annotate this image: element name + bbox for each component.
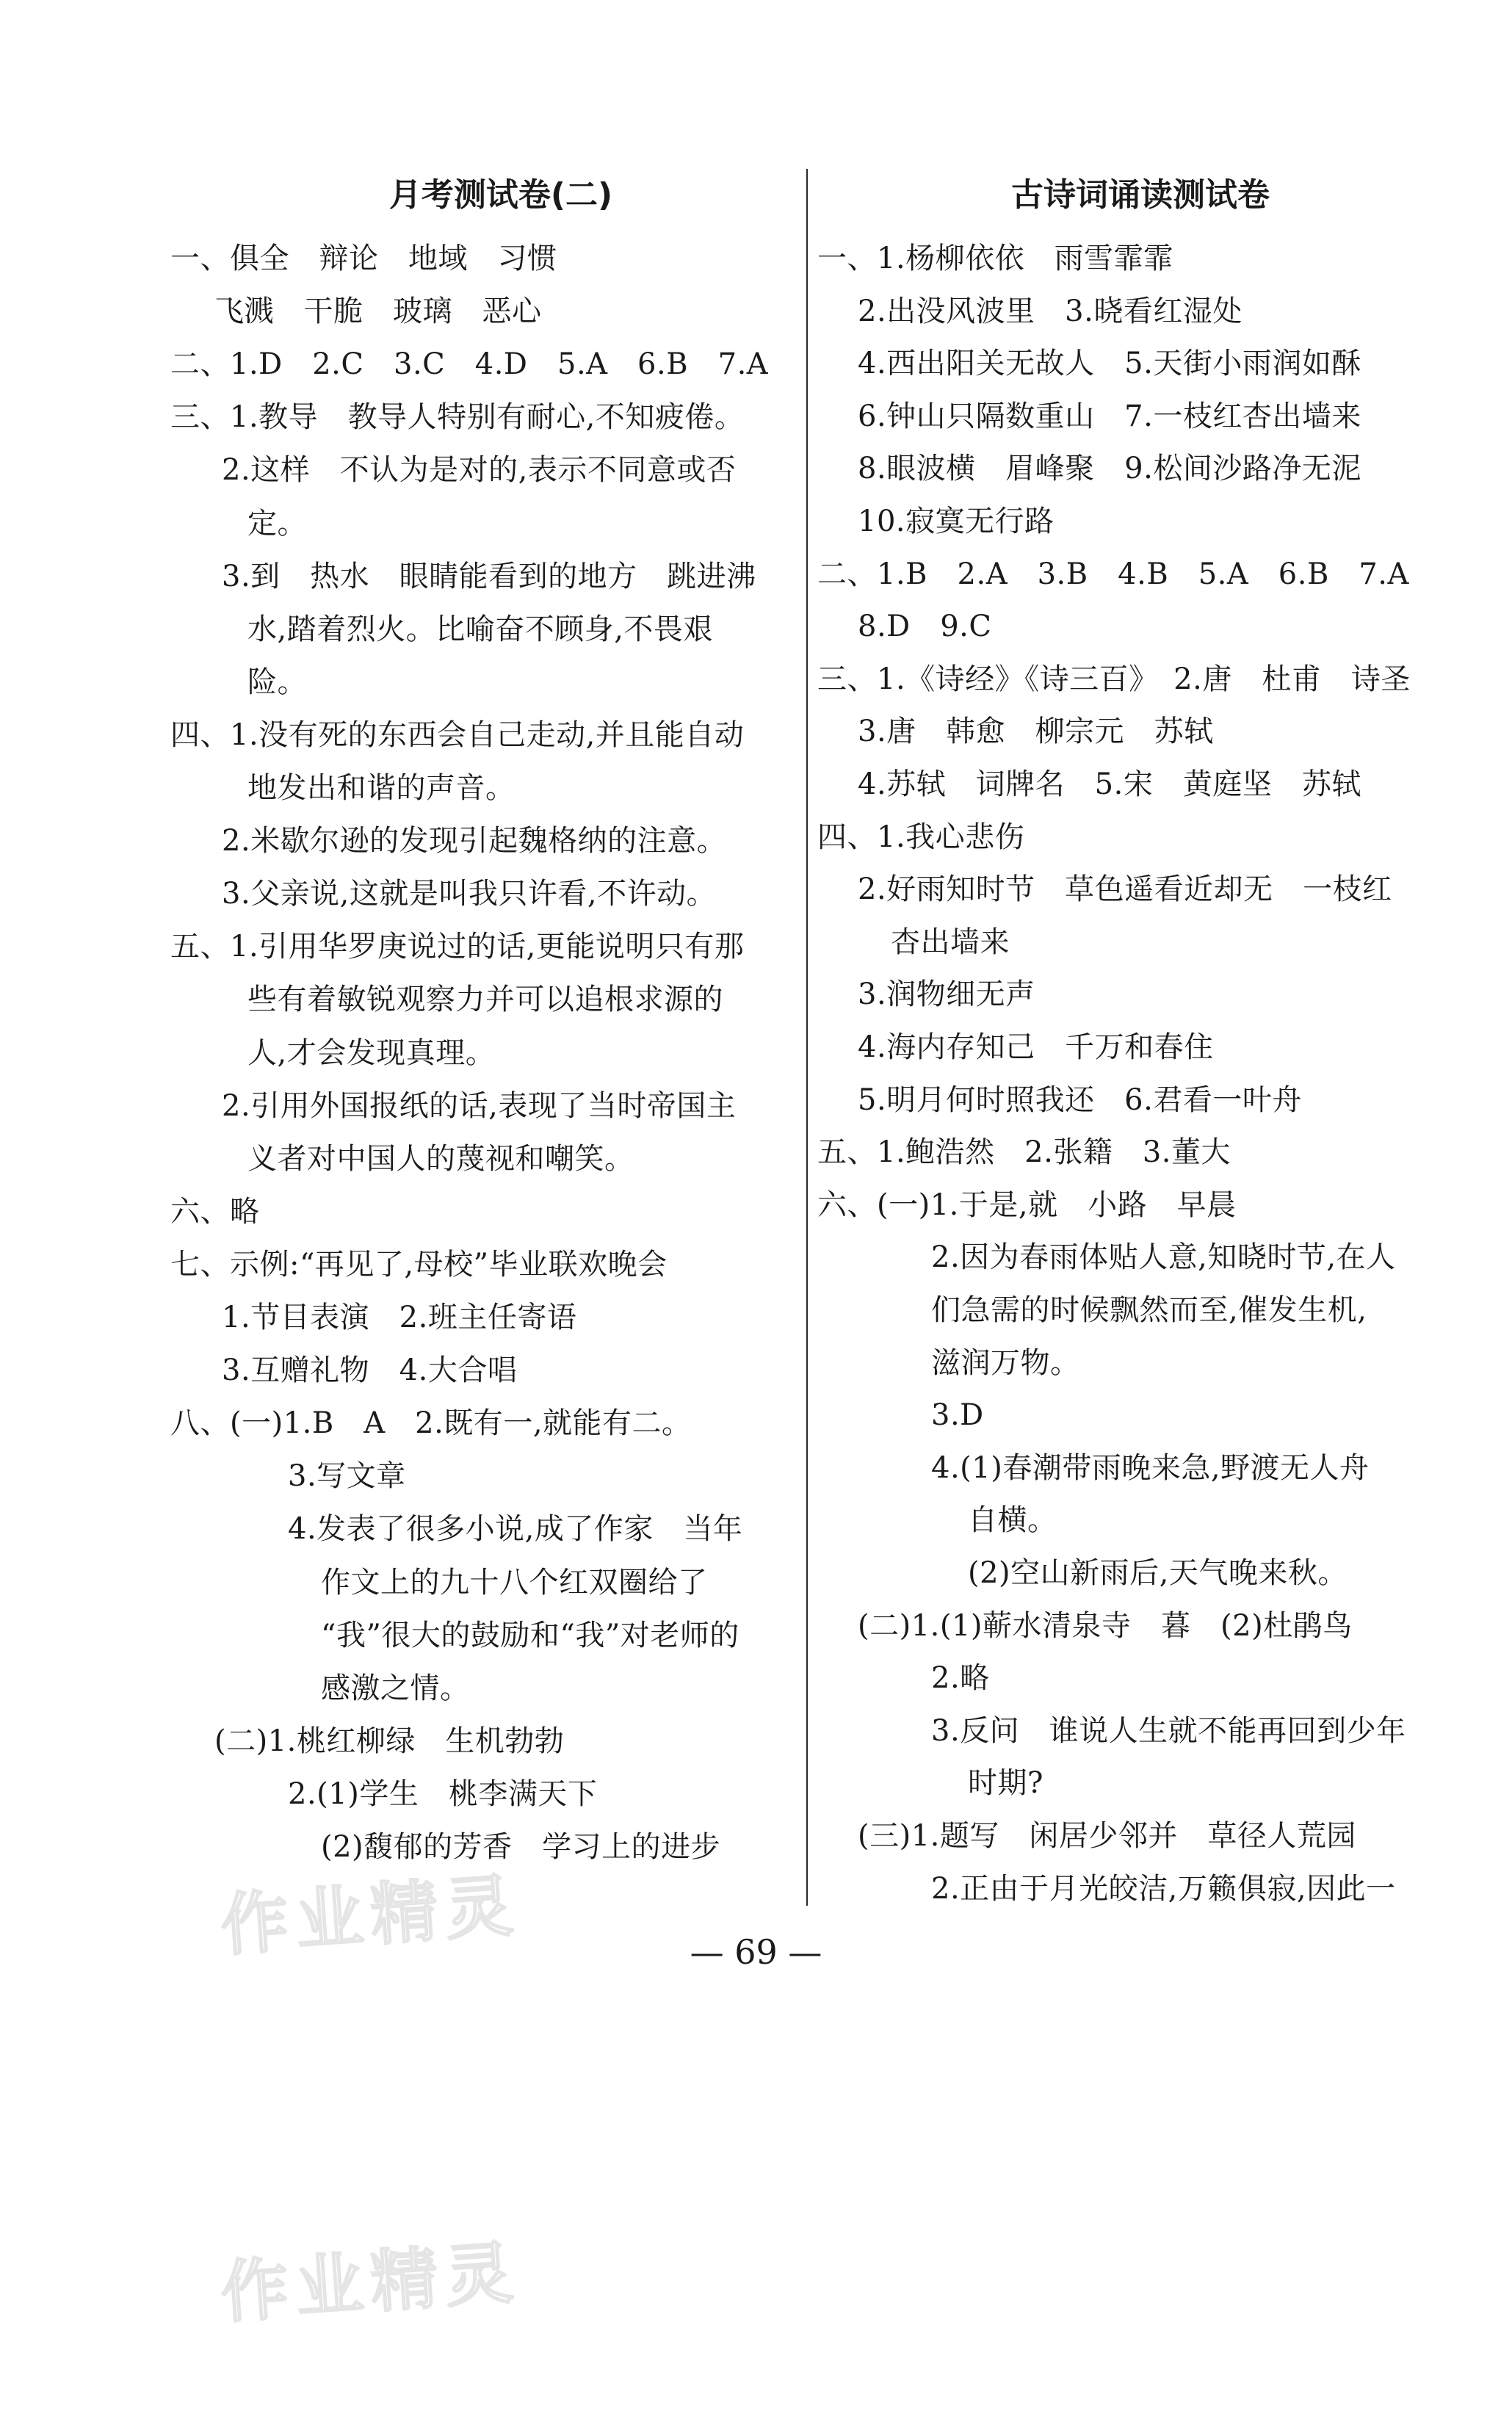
- right-line-10: 3.唐 韩愈 柳宗元 苏轼: [858, 715, 1214, 749]
- left-line-2: 飞溅 干脆 玻璃 恶心: [214, 294, 542, 329]
- left-line-11: 地发出和谐的声音。: [247, 771, 516, 805]
- left-line-21: 1.节目表演 2.班主任寄语: [222, 1301, 577, 1334]
- right-line-32: 2.正由于月光皎洁,万籁俱寂,因此一: [931, 1871, 1396, 1906]
- right-line-1: 一、1.杨柳依依 雨雪霏霏: [817, 242, 1173, 275]
- left-line-28: 感激之情。: [321, 1671, 470, 1705]
- left-line-17: 2.引用外国报纸的话,表现了当时帝国主: [222, 1088, 737, 1123]
- left-line-5: 2.这样 不认为是对的,表示不同意或否: [222, 453, 737, 488]
- right-line-14: 杏出墙来: [891, 925, 1010, 959]
- left-line-7: 3.到 热水 眼睛能看到的地方 跳进沸: [222, 559, 756, 593]
- right-line-12: 四、1.我心悲伤: [817, 820, 1025, 854]
- left-line-27: “我”很大的鼓励和“我”对老师的: [321, 1618, 739, 1652]
- right-line-6: 10.寂寞无行路: [858, 505, 1055, 538]
- right-line-26: (2)空山新雨后,天气晚来秋。: [968, 1556, 1348, 1590]
- right-line-31: (三)1.题写 闲居少邻并 草径人荒园: [858, 1819, 1356, 1853]
- left-line-29: (二)1.桃红柳绿 生机勃勃: [214, 1724, 565, 1758]
- right-line-5: 8.眼波横 眉峰聚 9.松间沙路净无泥: [858, 452, 1361, 486]
- column-divider: [806, 169, 808, 1906]
- left-line-22: 3.互赠礼物 4.大合唱: [222, 1353, 518, 1388]
- left-line-16: 人,才会发现真理。: [247, 1035, 496, 1070]
- watermark-bottom: 作业精灵: [218, 2233, 523, 2333]
- right-line-7: 二、1.B 2.A 3.B 4.B 5.A 6.B 7.A: [817, 557, 1409, 591]
- left-line-25: 4.发表了很多小说,成了作家 当年: [288, 1512, 743, 1547]
- left-line-24: 3.写文章: [288, 1459, 406, 1494]
- right-line-27: (二)1.(1)蕲水清泉寺 暮 (2)杜鹃鸟: [858, 1608, 1353, 1643]
- right-line-11: 4.苏轼 词牌名 5.宋 黄庭坚 苏轼: [858, 767, 1361, 801]
- watermark-mid: 作业精灵: [218, 1865, 523, 1966]
- right-line-17: 5.明月何时照我还 6.君看一叶舟: [858, 1082, 1302, 1117]
- right-title: 古诗词诵读测试卷: [1011, 176, 1270, 214]
- right-line-18: 五、1.鲍浩然 2.张籍 3.董大: [817, 1135, 1231, 1170]
- right-line-24: 4.(1)春潮带雨晚来急,野渡无人舟: [931, 1450, 1370, 1485]
- right-line-2: 2.出没风波里 3.晓看红湿处: [858, 294, 1242, 328]
- right-line-9: 三、1.《诗经》《诗三百》 2.唐 杜甫 诗圣: [817, 662, 1411, 696]
- right-line-8: 8.D 9.C: [858, 610, 992, 644]
- right-line-29: 3.反问 谁说人生就不能再回到少年: [931, 1713, 1406, 1748]
- left-line-8: 水,踏着烈火。比喻奋不顾身,不畏艰: [247, 612, 713, 646]
- right-line-3: 4.西出阳关无故人 5.天街小雨润如酥: [858, 347, 1361, 381]
- right-line-21: 们急需的时候飘然而至,催发生机,: [931, 1293, 1367, 1327]
- right-line-15: 3.润物细无声: [858, 977, 1035, 1012]
- left-line-10: 四、1.没有死的东西会自己走动,并且能自动: [170, 717, 745, 752]
- left-line-30: 2.(1)学生 桃李满天下: [288, 1776, 598, 1811]
- right-line-20: 2.因为春雨体贴人意,知晓时节,在人: [931, 1240, 1396, 1275]
- left-line-26: 作文上的九十八个红双圈给了: [321, 1565, 708, 1599]
- right-line-19: 六、(一)1.于是,就 小路 早晨: [817, 1187, 1237, 1222]
- right-line-4: 6.钟山只隔数重山 7.一枝红杏出墙来: [858, 399, 1361, 433]
- left-line-20: 七、示例:“再见了,母校”毕业联欢晚会: [170, 1247, 668, 1282]
- left-line-4: 三、1.教导 教导人特别有耐心,不知疲倦。: [170, 400, 745, 435]
- left-line-23: 八、(一)1.B A 2.既有一,就能有二。: [170, 1406, 692, 1441]
- right-line-30: 时期?: [968, 1766, 1043, 1801]
- right-line-22: 滋润万物。: [931, 1345, 1080, 1380]
- left-line-1: 一、俱全 辩论 地域 习惯: [170, 242, 557, 275]
- right-line-13: 2.好雨知时节 草色遥看近却无 一枝红: [858, 872, 1392, 907]
- page-number: — 69 —: [690, 1932, 822, 1972]
- left-line-19: 六、略: [170, 1194, 260, 1229]
- left-line-6: 定。: [247, 506, 307, 541]
- right-line-28: 2.略: [931, 1661, 990, 1696]
- left-line-15: 些有着敏锐观察力并可以追根求源的: [247, 983, 723, 1017]
- left-line-12: 2.米歇尔逊的发现引起魏格纳的注意。: [222, 824, 727, 858]
- right-line-25: 自横。: [968, 1503, 1057, 1538]
- left-line-9: 险。: [247, 665, 307, 699]
- left-line-13: 3.父亲说,这就是叫我只许看,不许动。: [222, 877, 717, 911]
- left-title: 月考测试卷(二): [388, 176, 613, 214]
- right-line-16: 4.海内存知己 千万和春住: [858, 1030, 1214, 1064]
- left-line-3: 二、1.D 2.C 3.C 4.D 5.A 6.B 7.A: [170, 347, 769, 382]
- left-line-14: 五、1.引用华罗庚说过的话,更能说明只有那: [170, 930, 745, 964]
- right-line-23: 3.D: [931, 1398, 984, 1433]
- left-line-31: (2)馥郁的芳香 学习上的进步: [321, 1830, 721, 1864]
- left-line-18: 义者对中国人的蔑视和嘲笑。: [247, 1141, 634, 1176]
